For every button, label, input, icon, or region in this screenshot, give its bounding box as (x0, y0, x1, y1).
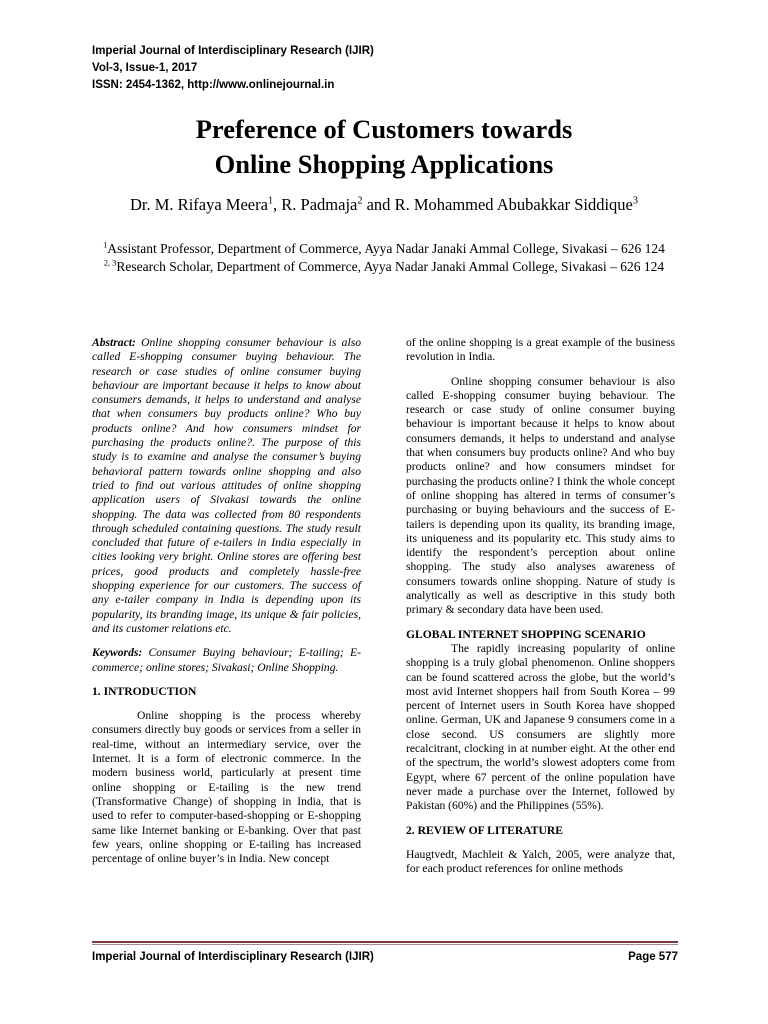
footer-journal: Imperial Journal of Interdisciplinary Research (IJIR) (92, 951, 374, 963)
issn-url: ISSN: 2454-1362, http://www.onlinejournal.in (92, 79, 335, 91)
abstract-label: Abstract: (92, 336, 136, 349)
affiliation-2-text: Research Scholar, Department of Commerce, Ayya Nadar Janaki Ammal College, Sivakasi – 626 124 (116, 259, 665, 274)
affiliation-2-sup: 2, 3 (103, 258, 117, 268)
author-2: R. Padmaja (281, 195, 358, 214)
paper-title (80, 112, 688, 182)
footer-divider (92, 941, 678, 943)
author-separator: , (273, 195, 282, 214)
author-2-sup: 2 (357, 195, 363, 207)
global-heading: GLOBAL INTERNET SHOPPING SCENARIO (406, 627, 646, 641)
review-paragraph: Haugtvedt, Machleit & Yalch, 2005, were analyze that, for each product references for online methods (406, 847, 675, 876)
affiliation-1 (90, 240, 678, 258)
page-number: Page 577 (628, 951, 678, 963)
intro-paragraph: Online shopping is the process whereby consumers directly buy goods or services from a seller in real-time, without an intermediary service, over the Internet. It is a form of electronic commerce. In the modern business world, particularly at present time online shopping or E-tailing is the new trend (Transformative Change) of shopping in India, that is used to refer to computer-based-shopping or E-shopping same like Internet banking or E-banking. Over that past few years, online shopping or E-tailing has increased percentage of online buyer’s in India. New concept (92, 709, 361, 866)
left-column (92, 336, 361, 876)
author-1-sup: 1 (267, 195, 274, 207)
affiliation-1-sup: 1 (103, 240, 108, 250)
journal-header (92, 43, 374, 94)
review-heading: 2. REVIEW OF LITERATURE (406, 823, 563, 837)
page-footer (92, 949, 678, 965)
title-line-1: Preference of Customers towards (195, 114, 573, 144)
right-column (406, 336, 675, 886)
affiliations (90, 240, 678, 276)
intro-heading: 1. INTRODUCTION (92, 684, 197, 698)
volume-issue: Vol-3, Issue-1, 2017 (92, 62, 198, 74)
abstract (92, 336, 361, 636)
keywords (92, 646, 361, 675)
title-line-2: Online Shopping Applications (214, 149, 554, 179)
author-3-sup: 3 (632, 195, 638, 207)
footer-divider-thin (92, 944, 678, 945)
abstract-text: Online shopping consumer behaviour is also called E-shopping consumer buying behaviour. The research or case studies of online consumer buying behaviour are important because it helps to know about consumers demands, it helps to understand and analyse that when consumers buy products online? Who buy products online? And how consumers mindset for purchasing the products online?. The purpose of this study is to examine and analyse the consumer’s buying behavioral pattern towards online shopping and also tried to find out various attitudes of online shopping application users of Sivakasi towards the online shopping. The data was collected from 80 respondents through scheduled containing questions. The study result concluded that future of e-tailers in India especially in cities looking very bright. Online stores are offering best prices, good products and completely hassle-free shopping experience for our customers. The success of any e-tailer company in India is depending upon its popularity, its branding image, its unique & fair policies, and its customer relations etc. (92, 336, 361, 635)
affiliation-2 (90, 258, 678, 276)
author-list (90, 194, 678, 216)
behaviour-paragraph: Online shopping consumer behaviour is also called E-shopping consumer buying behaviour. The research or case study of online consumer buying behaviour is important because it helps to know about consumers demands, it helps to understand and analyse that when consumers buy products online? And who buy products online? and how consumers mindset for purchasing the products online? I think the whole concept of online shopping has altered in terms of consumer’s purchasing or buying behaviours and the success of E-tailers is depending upon its quality, its branding image, its uniqueness and its popularity etc. This study aims to identify the respondent’s perception about online shopping. The study also analyses awareness of consumers towards online shopping. Nature of study is analytically as well as descriptive in this study both primary & secondary data have been used. (406, 374, 675, 617)
global-paragraph: The rapidly increasing popularity of online shopping is a truly global phenomenon. Online shoppers can be found scattered across the globe, but the world’s most avid Internet shoppers hail from South Korea – 99 percent of Internet users in South Korea have shopped online. German, UK and Japanese 9 consumers come in a close second. US consumers are slightly more recalcitrant, clocking in at number eight. At the other end of the spectrum, the world’s slowest adopters come from Egypt, where 67 percent of the online population have never made a purchase over the Internet, followed by Pakistan (60%) and the Philippines (55%). (406, 641, 675, 813)
keywords-text: Consumer Buying behaviour; E-tailing; E-commerce; online stores; Sivakasi; Online Shopping. (92, 646, 361, 674)
author-separator: and (362, 195, 395, 214)
intro-continuation: of the online shopping is a great example of the business revolution in India. (406, 336, 675, 364)
affiliation-1-text: Assistant Professor, Department of Commerce, Ayya Nadar Janaki Ammal College, Sivakasi – 626 124 (107, 241, 665, 256)
journal-name: Imperial Journal of Interdisciplinary Research (IJIR) (92, 45, 374, 57)
author-3: R. Mohammed Abubakkar Siddique (394, 195, 633, 214)
author-1: Dr. M. Rifaya Meera (130, 195, 268, 214)
keywords-label: Keywords: (92, 646, 143, 660)
